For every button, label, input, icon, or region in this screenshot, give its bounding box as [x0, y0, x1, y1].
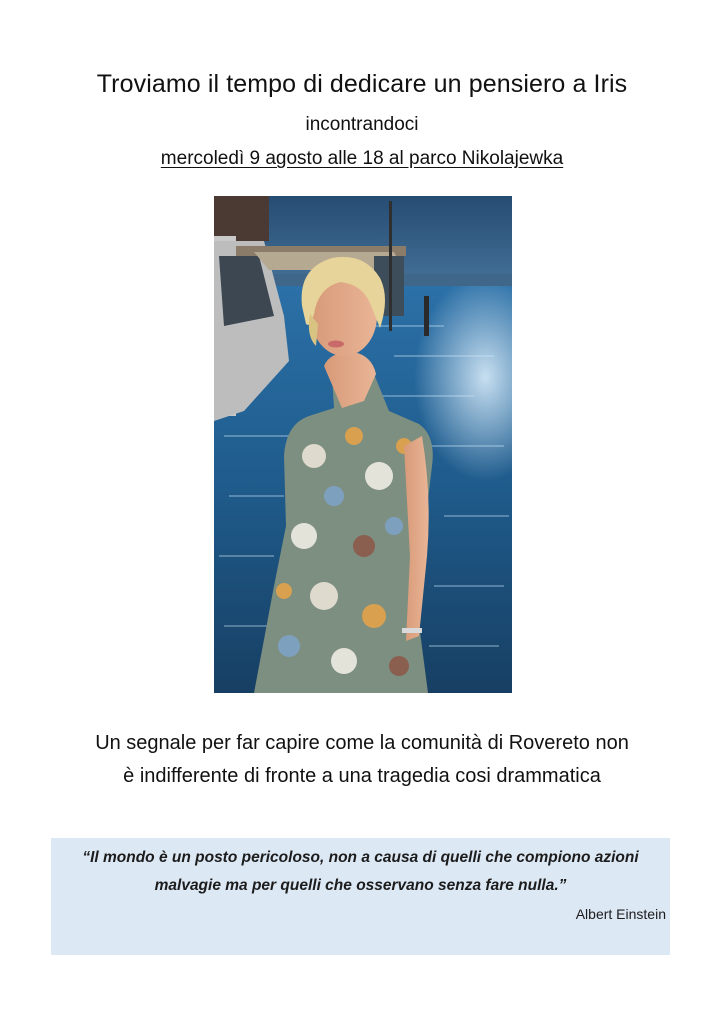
message-block — [40, 727, 684, 793]
event-details-text: mercoledì 9 agosto alle 18 al parco Nikolajewka — [160, 148, 564, 169]
quote-line-1: “Il mondo è un posto pericoloso, non a causa di quelli che compiono azioni — [82, 849, 639, 866]
quote-line-2: malvagie ma per quelli che osservano senza fare nulla.” — [154, 877, 567, 894]
page-title: Troviamo il tempo di dedicare un pensiero a Iris — [96, 70, 628, 98]
event-details — [0, 145, 724, 173]
page-subtitle: incontrandoci — [305, 114, 419, 135]
message-line-1: Un segnale per far capire come la comunità di Rovereto non — [95, 732, 629, 754]
quote-author: Albert Einstein — [575, 906, 666, 922]
message-line-2: è indifferente di fronte a una tragedia cosi drammatica — [123, 765, 601, 787]
memorial-photo — [214, 196, 512, 693]
quote-box — [51, 838, 670, 955]
photo-illustration — [214, 196, 512, 693]
quote-text — [51, 844, 670, 900]
